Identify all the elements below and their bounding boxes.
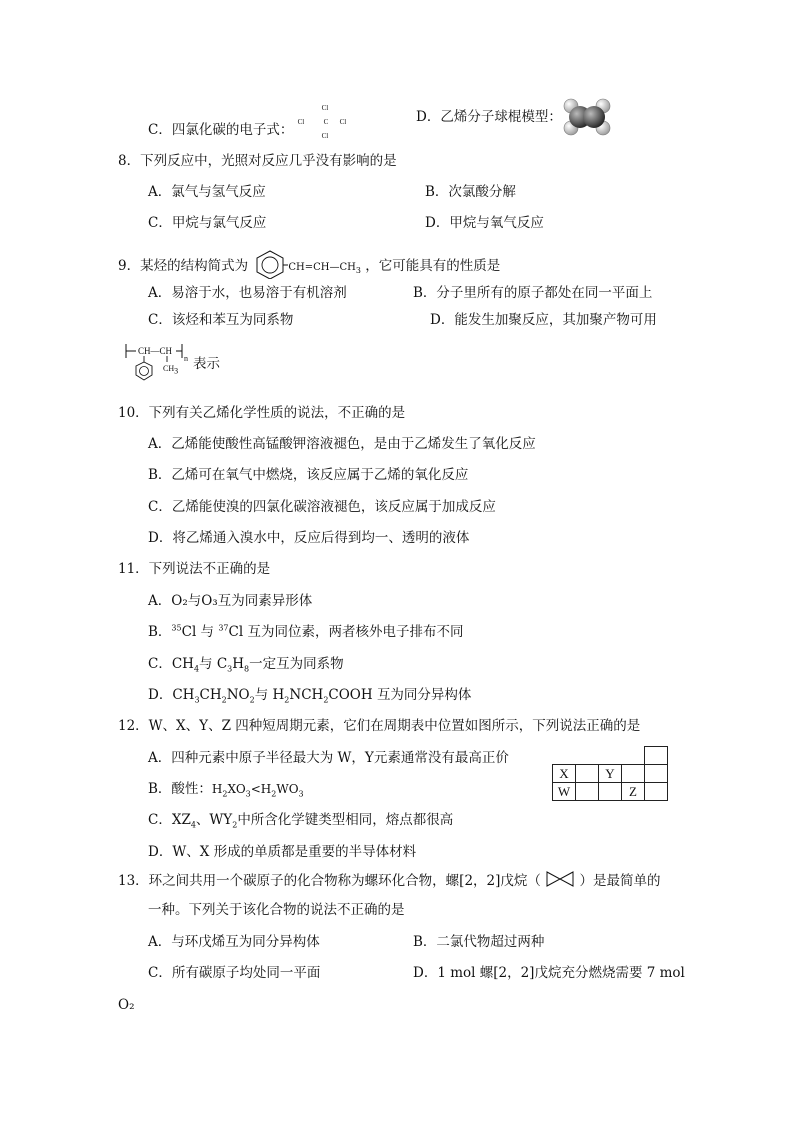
spiropentane-structure-icon [545, 870, 575, 888]
q11-option-a: A．O₂与O₃互为同素异形体 [148, 593, 313, 609]
q10-option-c: C．乙烯能使溴的四氯化碳溶液褪色，该反应属于加成反应 [148, 499, 496, 515]
q12-option-b: B．酸性：$H_2XO_3<H_2WO_3$ [148, 781, 304, 799]
q13-stem-line2: 一种。下列关于该化合物的说法不正确的是 [148, 902, 405, 918]
q12-option-c: C．$XZ_4$、$WY_2$中所含化学键类型相同，熔点都很高 [148, 812, 454, 830]
q9-option-c: C．该烃和苯互为同系物 [148, 312, 294, 328]
q10-option-a: A．乙烯能使酸性高锰酸钾溶液褪色，是由于乙烯发生了氧化反应 [148, 436, 536, 452]
q8-option-d: D．甲烷与氧气反应 [425, 215, 544, 231]
q13-option-c: C．所有碳原子均处同一平面 [148, 965, 321, 981]
q10-stem: 10．下列有关乙烯化学性质的说法，不正确的是 [118, 405, 406, 421]
polymer-structure: CH—CH $CH_3$ n [124, 342, 194, 382]
benzene-ring-icon [252, 249, 288, 279]
q13-option-b: B．二氯代物超过两种 [413, 934, 545, 950]
q12-stem: 12．W、X、Y、Z 四种短周期元素，它们在周期表中位置如图所示，下列说法正确的是 [118, 718, 641, 734]
q8-option-c: C．甲烷与氯气反应 [148, 215, 267, 231]
q8-stem: 8．下列反应中，光照对反应几乎没有影响的是 [118, 153, 397, 169]
q10-option-b: B．乙烯可在氧气中燃烧，该反应属于乙烯的氧化反应 [148, 467, 469, 483]
q9-structure-chain: $CH=CH—CH_3$ [288, 262, 361, 275]
cell-z: Z [622, 783, 645, 801]
q11-option-b: B．$^{35}$Cl 与 $^{37}$Cl 互为同位素，两者核外电子排布不同 [148, 623, 464, 640]
q12-option-a: A．四种元素中原子半径最大为 W，Y元素通常没有最高正价 [148, 750, 509, 766]
q13-option-d-continued: O₂ [118, 997, 135, 1013]
q9-option-b: B．分子里所有的原子都处在同一平面上 [413, 285, 653, 301]
q11-stem: 11．下列说法不正确的是 [118, 561, 271, 577]
cell-y: Y [599, 765, 622, 783]
q10-option-d: D．将乙烯通入溴水中，反应后得到均一、透明的液体 [148, 530, 470, 546]
cell-x: X [553, 765, 576, 783]
cell-w: W [553, 783, 576, 801]
q8-option-b: B．次氯酸分解 [425, 184, 516, 200]
q13-stem-line1: 13．环之间共用一个碳原子的化合物称为螺环化合物，螺[2，2]戊烷（ ）是最简单的 [118, 870, 660, 890]
q11-option-d: D．$CH_3CH_2NO_2$与 $H_2NCH_2COOH$ 互为同分异构体 [148, 687, 472, 705]
q7-option-c: C．四氯化碳的电子式： Cl Cl C Cl Cl [148, 108, 354, 144]
polymer-tail: 表示 [193, 356, 220, 372]
q12-option-d: D．W、X 形成的单质都是重要的半导体材料 [148, 844, 417, 860]
periodic-table-fragment [552, 746, 668, 801]
q7-option-d: D．乙烯分子球棍模型： [416, 109, 562, 125]
q9-stem: 9．某烃的结构简式为 $CH=CH—CH_3$ ，它可能具有的性质是 [118, 249, 500, 279]
ccl4-electron-formula: Cl Cl C Cl Cl [297, 104, 347, 140]
q9-option-d: D．能发生加聚反应，其加聚产物可用 [430, 312, 657, 328]
ethylene-ball-stick-model [562, 98, 612, 136]
q11-option-c: C．$CH_4$与 $C_3H_8$一定互为同系物 [148, 656, 344, 674]
q13-option-d: D．1 mol 螺[2，2]戊烷充分燃烧需要 7 mol [413, 965, 685, 981]
q13-option-a: A．与环戊烯互为同分异构体 [148, 934, 320, 950]
polymer-methyl: $CH_3$ [163, 364, 179, 376]
q9-option-a: A．易溶于水，也易溶于有机溶剂 [148, 285, 347, 301]
q8-option-a: A．氯气与氢气反应 [148, 184, 266, 200]
